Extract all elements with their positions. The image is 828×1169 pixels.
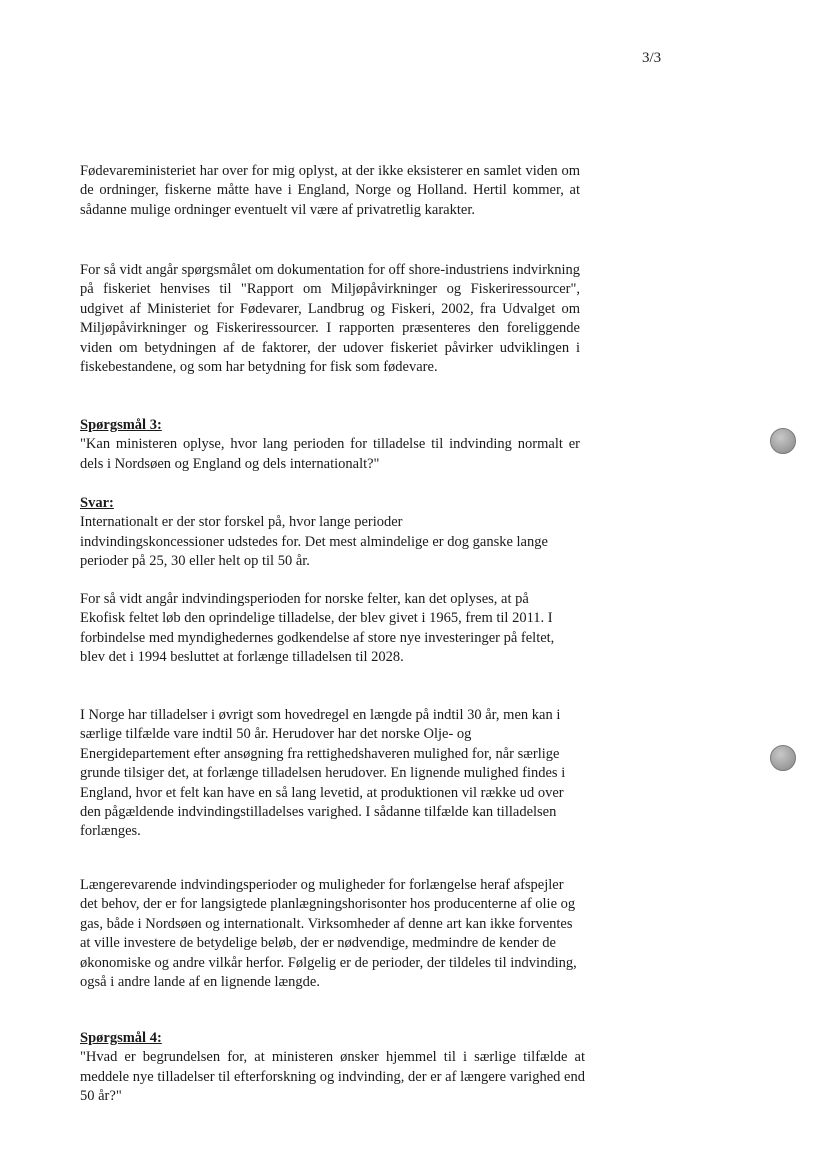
- question-4-heading: Spørgsmål 4:: [80, 1030, 162, 1046]
- question-4: [80, 1029, 585, 1107]
- punch-hole-lower: [770, 745, 796, 771]
- paragraph-documentation: For så vidt angår spørgsmålet om dokumentation for off shore-industriens indvirkning på fiskeriet henvises til "Rapport om Miljøpåvirkninger og Fiskeriressourcer", udgivet af Ministeriet for Fødevarer, Landbrug og Fiskeri, 2002, fra Udvalget om Miljøpåvirkninger og Fiskeriressourcer. I rapporten præsenteres den foreliggende viden om betydningen af de faktorer, der udover fiskeriet påvirker udviklingen i fiskebestandene, og som har betydning for fisk som fødevare.: [80, 262, 580, 376]
- answer-paragraph-2: For så vidt angår indvindingsperioden for norske felter, kan det oplyses, at på Ekofisk feltet løb den oprindelige tilladelse, der blev givet i 1965, frem til 2011. I forbindelse med myndighedernes godkendelse af store nye investeringer på feltet, blev det i 1994 besluttet at forlænge tilladelsen til 2028.: [80, 591, 555, 666]
- paragraph-ministry-info: Fødevareministeriet har over for mig oplyst, at der ikke eksisterer en samlet viden om de ordninger, fiskerne måtte have i England, Norge og Holland. Hertil kommer, at sådanne mulige ordninger eventuelt vil være af privatretlig karakter.: [80, 163, 580, 218]
- answer-paragraph-4: Længerevarende indvindingsperioder og muligheder for forlængelse heraf afspejler det behov, der er for langsigtede planlægningshorisonter hos producenterne af olie og gas, både i Nordsøen og internationalt. Virksomheder af denne art kan ikke forventes at ville investere de betydelige beløb, der er nødvendige, medmindre de kender de økonomiske og andre vilkår herfor. Følgelig er de perioder, der tildeles til indvinding, også i andre lande af en lignende længde.: [80, 877, 577, 991]
- question-4-text: "Hvad er begrundelsen for, at ministeren ønsker hjemmel til i særlige tilfælde at meddele nye tilladelser til efterforskning og indvinding, der er af længere varighed end 50 år?": [80, 1049, 585, 1105]
- answer-paragraph-3: I Norge har tilladelser i øvrigt som hovedregel en længde på indtil 30 år, men kan i særlige tilfælde vare indtil 50 år. Herudover har det norske Olje- og Energidepartement efter ansøgning fra rettighedshaveren mulighed for, når særlige grunde tilsiger det, at forlænge tilladelsen herudover. En lignende mulighed findes i England, hvor et felt kan have en så lang levetid, at produktionen vil række ud over den pågældende indvindingstilladelses varighed. I sådanne tilfælde kan tilladelsen forlænges.: [80, 707, 566, 840]
- punch-hole-upper: [770, 428, 796, 454]
- answer-heading: Svar:: [80, 495, 114, 511]
- question-3-heading: Spørgsmål 3:: [80, 417, 162, 433]
- answer-3: [80, 494, 550, 572]
- question-3-text: "Kan ministeren oplyse, hvor lang perioden for tilladelse til indvinding normalt er dels i Nordsøen og England og dels internationalt?": [80, 436, 580, 472]
- question-3: [80, 416, 580, 474]
- page-number: 3/3: [642, 50, 662, 66]
- answer-paragraph-1: Internationalt er der stor forskel på, hvor lange perioder indvindingskoncessioner udstedes for. Det mest almindelige er dog ganske lange perioder på 25, 30 eller helt op til 50 år.: [80, 514, 548, 570]
